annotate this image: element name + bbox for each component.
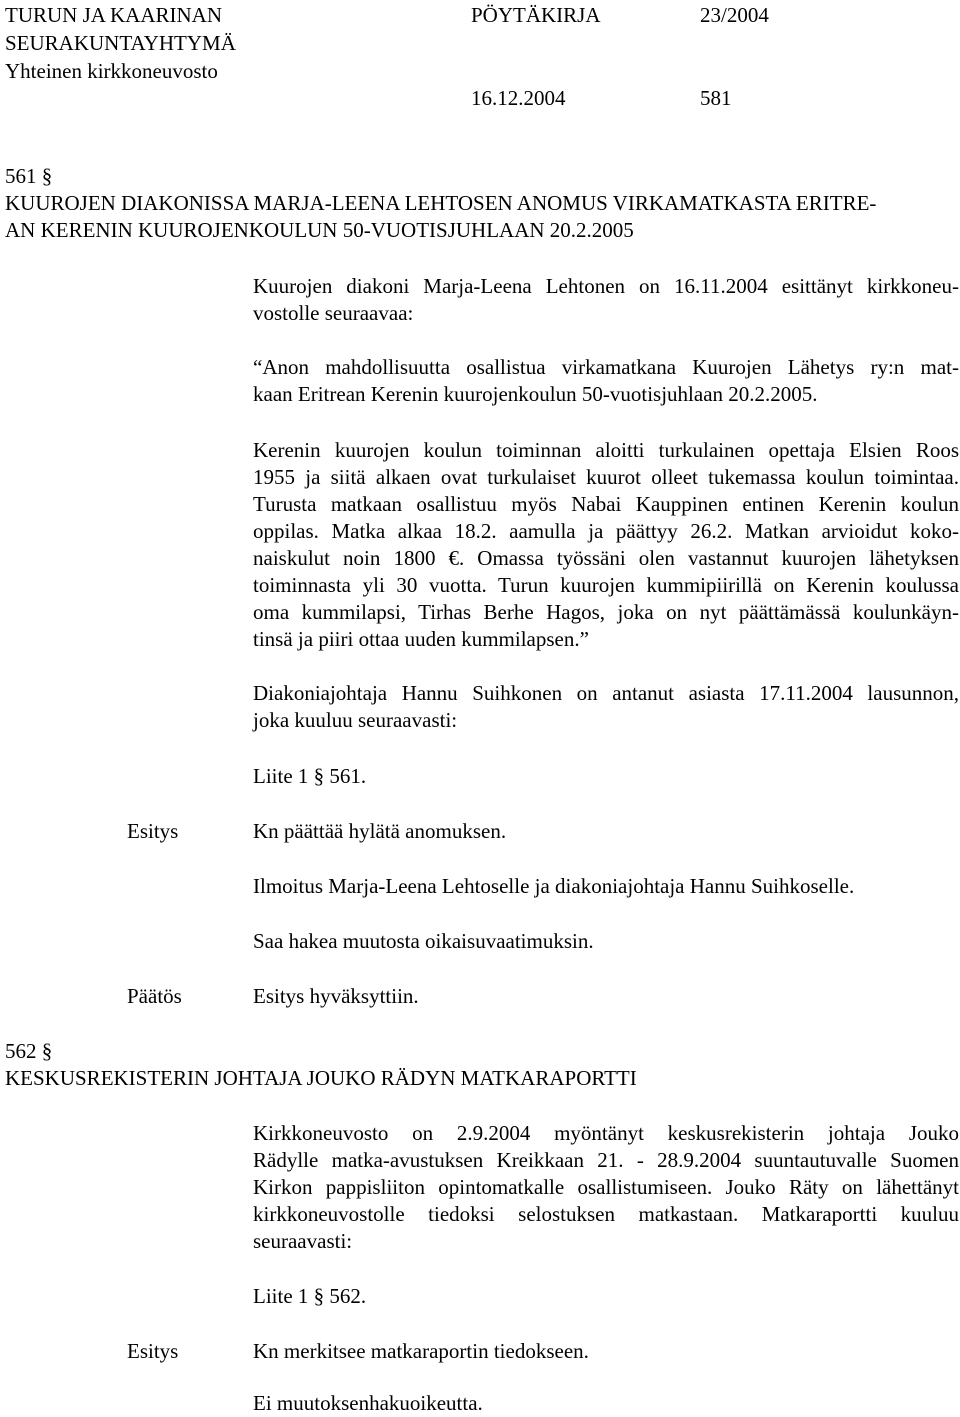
proposal-label: Esitys <box>127 819 179 843</box>
section-562-title: KESKUSREKISTERIN JOHTAJA JOUKO RÄDYN MATKARAPORTTI <box>5 1066 637 1090</box>
section-561-title-line2: AN KERENIN KUUROJENKOULUN 50-VUOTISJUHLAAN 20.2.2005 <box>5 218 634 242</box>
page-number: 581 <box>700 86 732 110</box>
doc-date: 16.12.2004 <box>471 86 566 110</box>
paragraph-line: Kerenin kuurojen koulun toiminnan aloitti turkulainen opettaja Elsien Roos <box>253 438 959 462</box>
quote-line: kaan Eritrean Kerenin kuurojenkoulun 50-vuotisjuhlaan 20.2.2005. <box>253 382 818 406</box>
section-561-intro <box>253 273 959 327</box>
paragraph-line: seuraavasti: <box>253 1229 353 1253</box>
section-562-paragraph <box>253 1120 959 1255</box>
section-561-paragraph <box>253 437 959 653</box>
paragraph-line: tinsä ja piiri ottaa uuden kummilapsen.” <box>253 627 589 651</box>
statement-line: Diakoniajohtaja Hannu Suihkonen on antanut asiasta 17.11.2004 lausunnon, <box>253 681 959 705</box>
appeal-text: Saa hakea muutosta oikaisuvaatimuksin. <box>253 929 594 953</box>
intro-line: Kuurojen diakoni Marja-Leena Lehtonen on 16.11.2004 esittänyt kirkkoneu- <box>253 274 959 298</box>
quote-line: “Anon mahdollisuutta osallistua virkamatkana Kuurojen Lähetys ry:n mat- <box>253 355 959 379</box>
proposal-text: Kn päättää hylätä anomuksen. <box>253 819 507 843</box>
decision-label: Päätös <box>127 984 182 1008</box>
paragraph-line: Kirkkoneuvosto on 2.9.2004 myöntänyt keskusrekisterin johtaja Jouko <box>253 1121 959 1145</box>
statement-line: joka kuuluu seuraavasti: <box>253 708 458 732</box>
paragraph-line: oppilas. Matka alkaa 18.2. aamulla ja päättyy 26.2. Matkan arvioidut koko- <box>253 519 959 543</box>
notice-text: Ilmoitus Marja-Leena Lehtoselle ja diakoniajohtaja Hannu Suihkoselle. <box>253 874 855 898</box>
section-562-attachment: Liite 1 § 562. <box>253 1284 367 1308</box>
doc-type: PÖYTÄKIRJA <box>471 3 601 27</box>
section-561-title-line1: KUUROJEN DIAKONISSA MARJA-LEENA LEHTOSEN ANOMUS VIRKAMATKASTA ERITRE- <box>5 191 877 215</box>
decision-text: Esitys hyväksyttiin. <box>253 984 419 1008</box>
section-561-quote <box>253 354 959 408</box>
paragraph-line: kirkkoneuvostolle tiedoksi selostuksen matkastaan. Matkaraportti kuuluu <box>253 1202 959 1226</box>
section-562-number: 562 § <box>5 1039 53 1063</box>
proposal-text: Kn merkitsee matkaraportin tiedokseen. <box>253 1339 589 1363</box>
proposal-label: Esitys <box>127 1339 179 1363</box>
paragraph-line: oma kummilapsi, Tirhas Berhe Hagos, joka on nyt päättämässä koulunkäyn- <box>253 600 959 624</box>
paragraph-line: Turusta matkaan osallistuu myös Nabai Kauppinen entinen Kerenin koulun <box>253 492 959 516</box>
section-561-attachment: Liite 1 § 561. <box>253 764 367 788</box>
org-name-line3: Yhteinen kirkkoneuvosto <box>5 59 218 83</box>
intro-line: vostolle seuraavaa: <box>253 301 414 325</box>
paragraph-line: Rädylle matka-avustuksen Kreikkaan 21. - 28.9.2004 suuntautuvalle Suomen <box>253 1148 959 1172</box>
org-name-line2: SEURAKUNTAYHTYMÄ <box>5 31 236 55</box>
doc-number: 23/2004 <box>700 3 769 27</box>
paragraph-line: 1955 ja siitä alkaen ovat turkulaiset kuurot olleet tukemassa koulun toimintaa. <box>253 465 959 489</box>
appeal-text: Ei muutoksenhakuoikeutta. <box>253 1391 483 1415</box>
section-561-statement <box>253 680 959 734</box>
paragraph-line: Kirkon pappisliiton opintomatkalle osallistumiseen. Jouko Räty on lähettänyt <box>253 1175 959 1199</box>
paragraph-line: naiskulut noin 1800 €. Omassa työssäni olen vastannut kuurojen lähetyksen <box>253 546 959 570</box>
org-name-line1: TURUN JA KAARINAN <box>5 3 223 27</box>
paragraph-line: toiminnasta yli 30 vuotta. Turun kuurojen kummipiirillä on Kerenin koulussa <box>253 573 959 597</box>
section-561-number: 561 § <box>5 164 53 188</box>
